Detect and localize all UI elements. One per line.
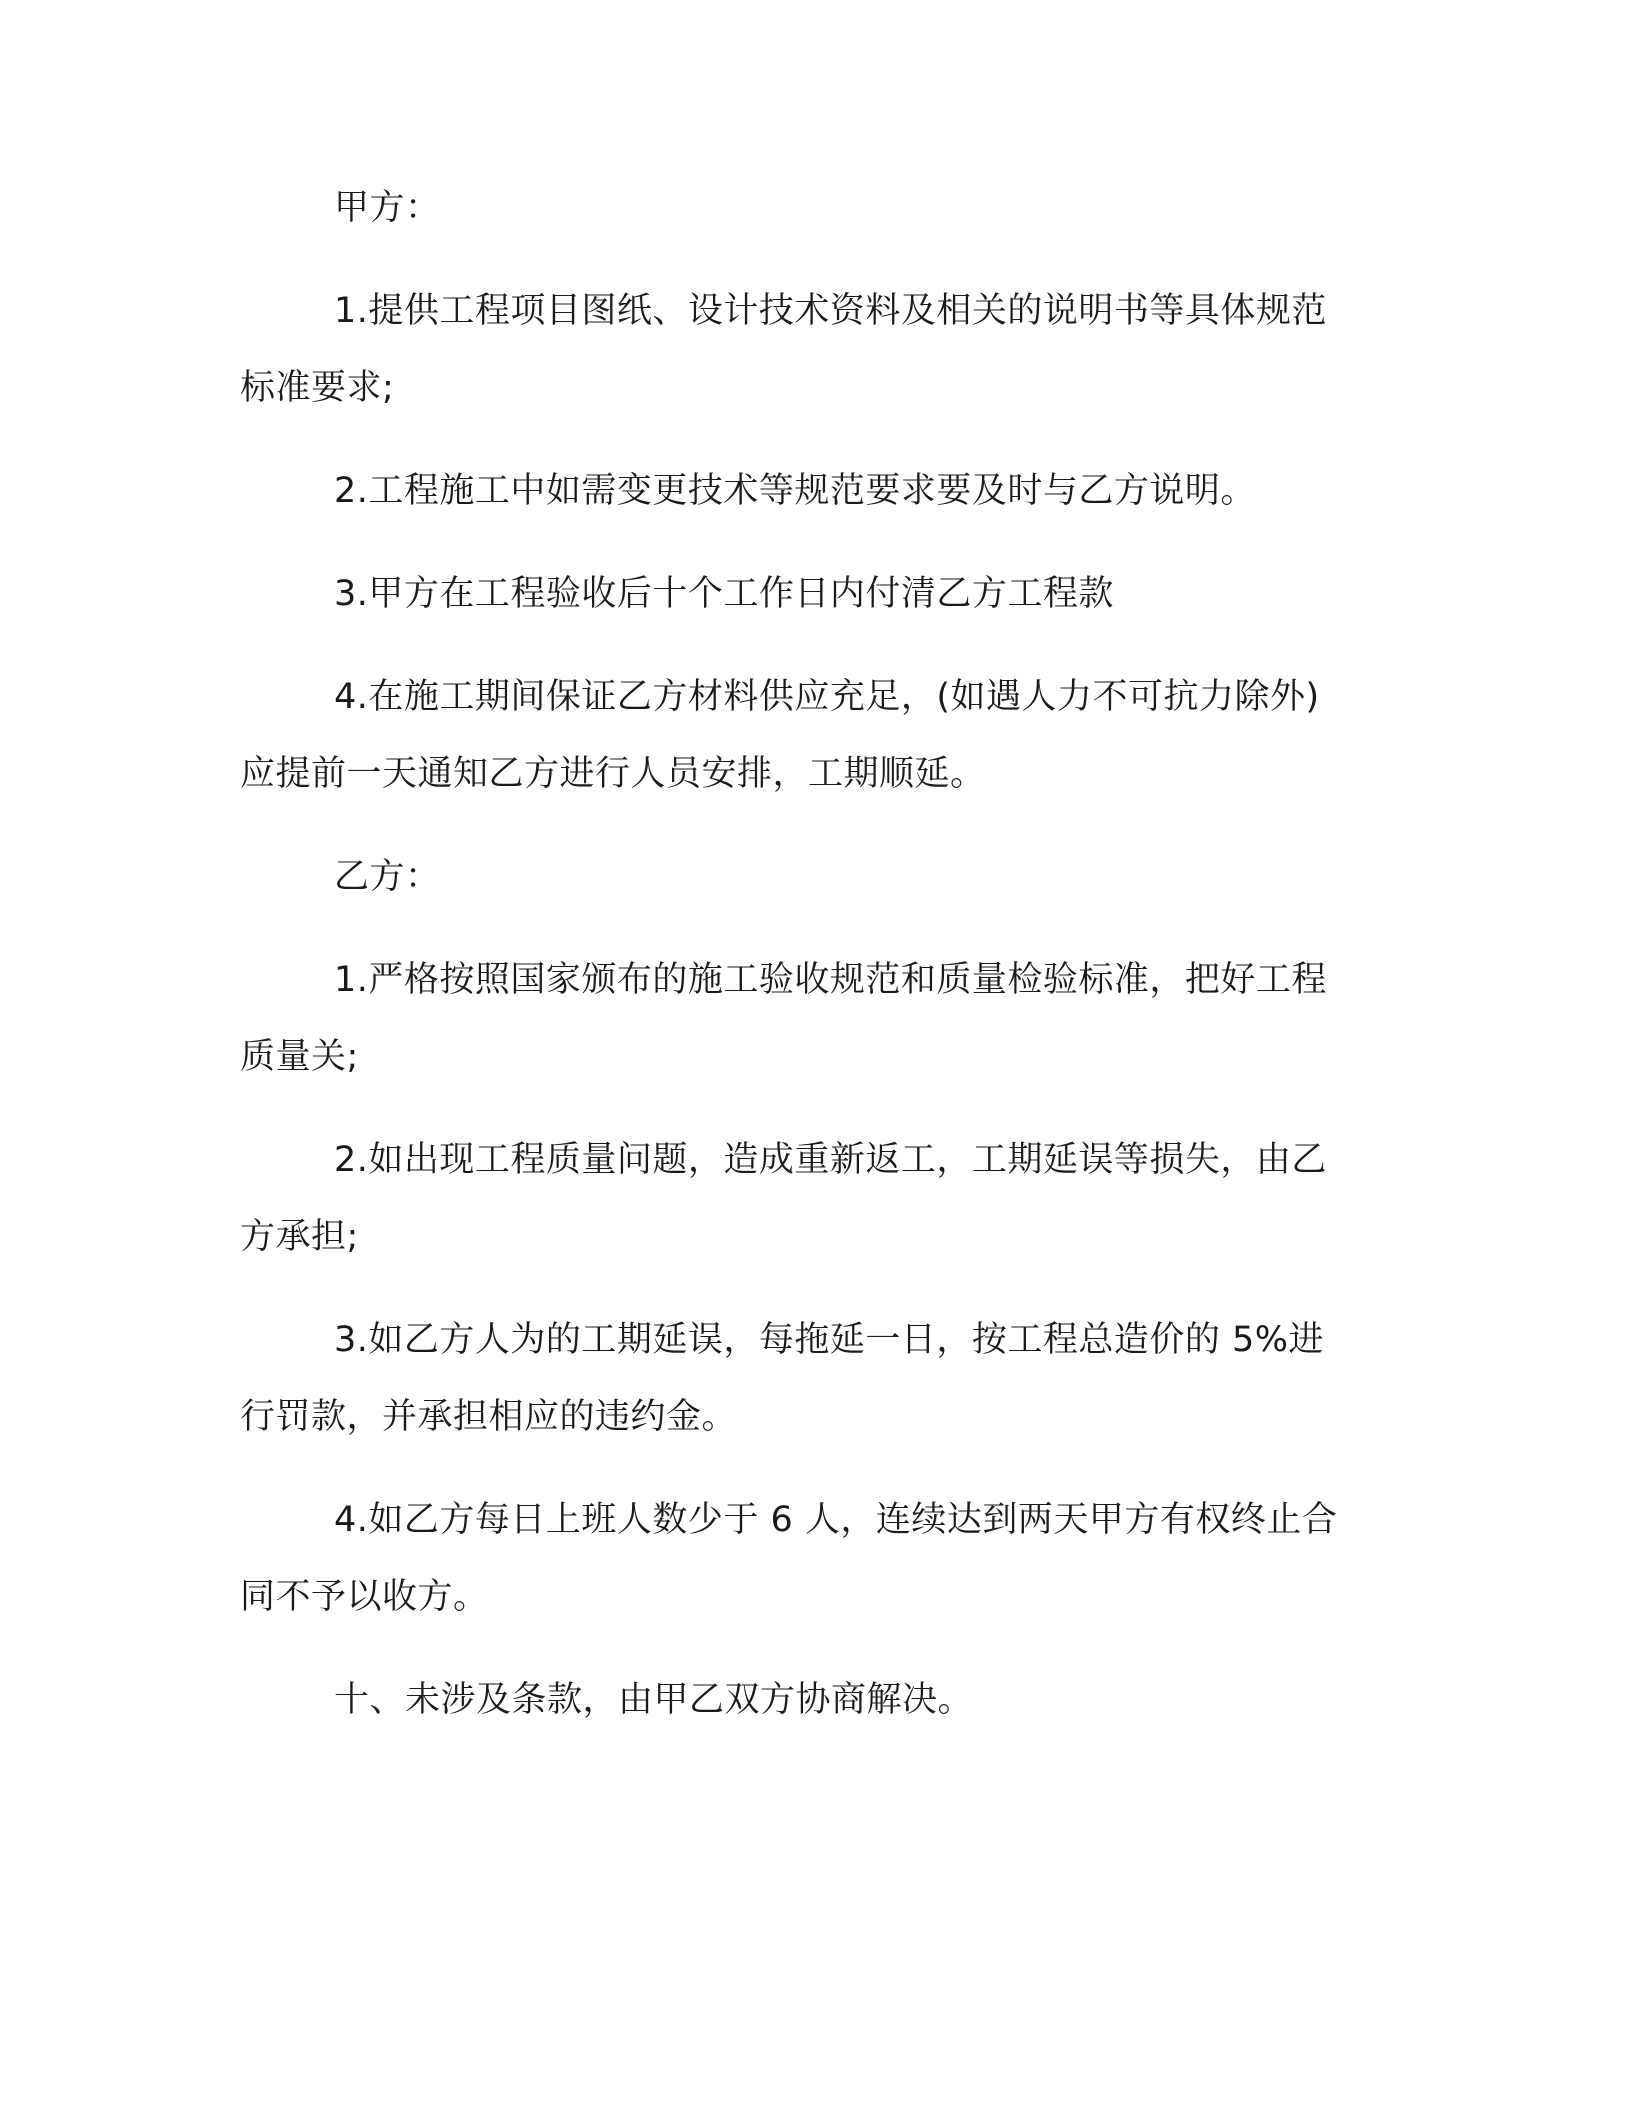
clause-ten	[240, 1662, 1380, 1739]
party-a-item-4	[240, 659, 1380, 813]
text-line: 行罚款，并承担相应的违约金。	[240, 1397, 738, 1437]
party-b-item-2	[240, 1122, 1380, 1276]
party-a-item-3	[240, 556, 1380, 633]
text-line: 1.提供工程项目图纸、设计技术资料及相关的说明书等具体规范	[334, 291, 1327, 331]
text-line: 4.如乙方每日上班人数少于 6 人，连续达到两天甲方有权终止合	[334, 1500, 1338, 1540]
party-b-item-3	[240, 1302, 1380, 1456]
text-line: 同不予以收方。	[240, 1577, 489, 1617]
party-a-heading	[240, 170, 1380, 247]
text-line: 1.严格按照国家颁布的施工验收规范和质量检验标准，把好工程	[334, 960, 1327, 1000]
text-line: 2.如出现工程质量问题，造成重新返工，工期延误等损失，由乙	[334, 1140, 1327, 1180]
text-line: 标准要求;	[240, 368, 395, 408]
text-line: 十、未涉及条款，由甲乙双方协商解决。	[334, 1680, 974, 1720]
text-line: 质量关;	[240, 1037, 359, 1077]
text-line: 3.甲方在工程验收后十个工作日内付清乙方工程款	[334, 574, 1114, 614]
document-page	[240, 170, 1380, 1765]
text-line: 甲方：	[334, 188, 441, 228]
party-b-item-1	[240, 942, 1380, 1096]
text-line: 3.如乙方人为的工期延误，每拖延一日，按工程总造价的 5%进	[334, 1320, 1325, 1360]
party-b-heading	[240, 839, 1380, 916]
party-a-item-2	[240, 453, 1380, 530]
text-line: 2.工程施工中如需变更技术等规范要求要及时与乙方说明。	[334, 471, 1256, 511]
text-line: 方承担;	[240, 1217, 359, 1257]
text-line: 4.在施工期间保证乙方材料供应充足，(如遇人力不可抗力除外)	[334, 677, 1320, 717]
text-line: 乙方：	[334, 857, 441, 897]
party-a-item-1	[240, 273, 1380, 427]
text-line: 应提前一天通知乙方进行人员安排，工期顺延。	[240, 754, 986, 794]
party-b-item-4	[240, 1482, 1380, 1636]
